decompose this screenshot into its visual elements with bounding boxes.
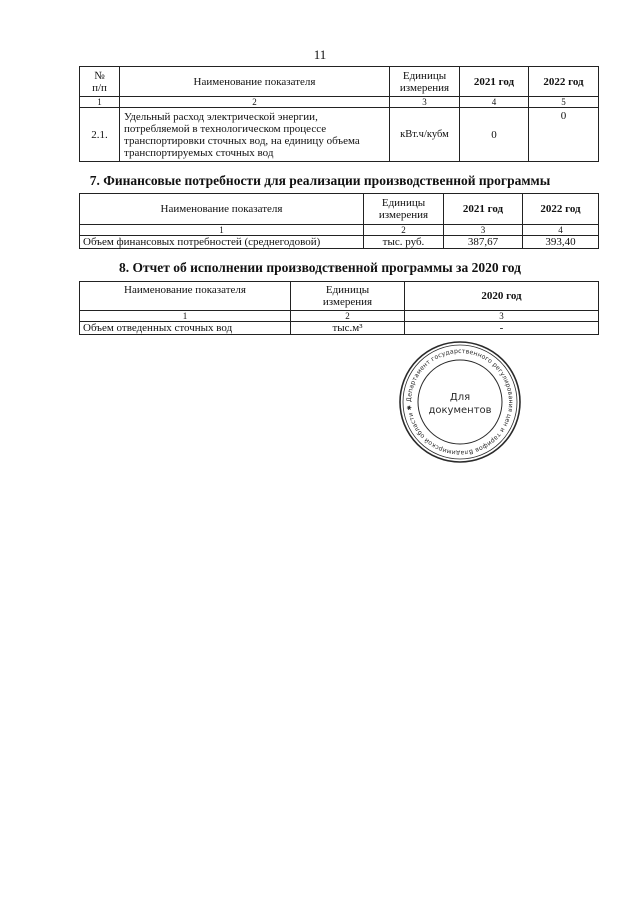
row-value-2020: - [405, 322, 599, 335]
index-cell: 3 [444, 225, 523, 236]
stamp-center-line1: Для [449, 392, 471, 403]
table-row [80, 236, 599, 249]
financial-needs-table [79, 193, 599, 249]
row-units: тыс. руб. [364, 236, 444, 249]
row-indicator-name: Объем отведенных сточных вод [80, 322, 291, 335]
header-2022: 2022 год [529, 67, 599, 97]
row-units: тыс.м³ [291, 322, 405, 335]
index-cell: 5 [529, 97, 599, 108]
indicator-table [79, 66, 599, 162]
header-2021: 2021 год [460, 67, 529, 97]
official-stamp [398, 340, 522, 464]
index-cell: 2 [120, 97, 390, 108]
header-2022: 2022 год [523, 194, 599, 225]
header-2021: 2021 год [444, 194, 523, 225]
index-cell: 1 [80, 97, 120, 108]
stamp-center-line2: документов [428, 405, 492, 416]
index-cell: 3 [390, 97, 460, 108]
stamp-ring-text: Департамент государственного регулирования цен и тарифов Владимирской области ✱ [405, 347, 515, 457]
stamp-graphic [398, 340, 522, 464]
index-row [80, 97, 599, 108]
index-cell: 2 [291, 311, 405, 322]
header-indicator-name: Наименование показателя [120, 67, 390, 97]
header-units: Единицы измерения [364, 194, 444, 225]
table-row [80, 108, 599, 162]
program-report-table [79, 281, 599, 335]
header-units: Единицы измерения [390, 67, 460, 97]
row-value-2021: 0 [460, 108, 529, 162]
row-number: 2.1. [80, 108, 120, 162]
row-value-2022: 0 [529, 108, 599, 162]
index-row [80, 225, 599, 236]
header-indicator-name: Наименование показателя [80, 282, 291, 311]
section-8-heading: 8. Отчет об исполнении производственной программы за 2020 год [119, 260, 521, 275]
row-value-2022: 393,40 [523, 236, 599, 249]
index-cell: 3 [405, 311, 599, 322]
index-cell: 1 [80, 311, 291, 322]
page-number: 11 [313, 47, 327, 62]
header-2020: 2020 год [405, 282, 599, 311]
row-value-2021: 387,67 [444, 236, 523, 249]
header-units: Единицы измерения [291, 282, 405, 311]
index-cell: 4 [460, 97, 529, 108]
section-7-heading: 7. Финансовые потребности для реализации производственной программы [89, 173, 551, 188]
index-cell: 1 [80, 225, 364, 236]
row-indicator-name: Удельный расход электрической энергии, потребляемой в технологическом процессе транспортировки сточных вод, на единицу объема транспортируемых сточных вод [120, 108, 390, 162]
index-cell: 4 [523, 225, 599, 236]
row-units: кВт.ч/кубм [390, 108, 460, 162]
header-number: № п/п [80, 67, 120, 97]
table-row [80, 322, 599, 335]
index-cell: 2 [364, 225, 444, 236]
row-indicator-name: Объем финансовых потребностей (среднегодовой) [80, 236, 364, 249]
header-indicator-name: Наименование показателя [80, 194, 364, 225]
index-row [80, 311, 599, 322]
